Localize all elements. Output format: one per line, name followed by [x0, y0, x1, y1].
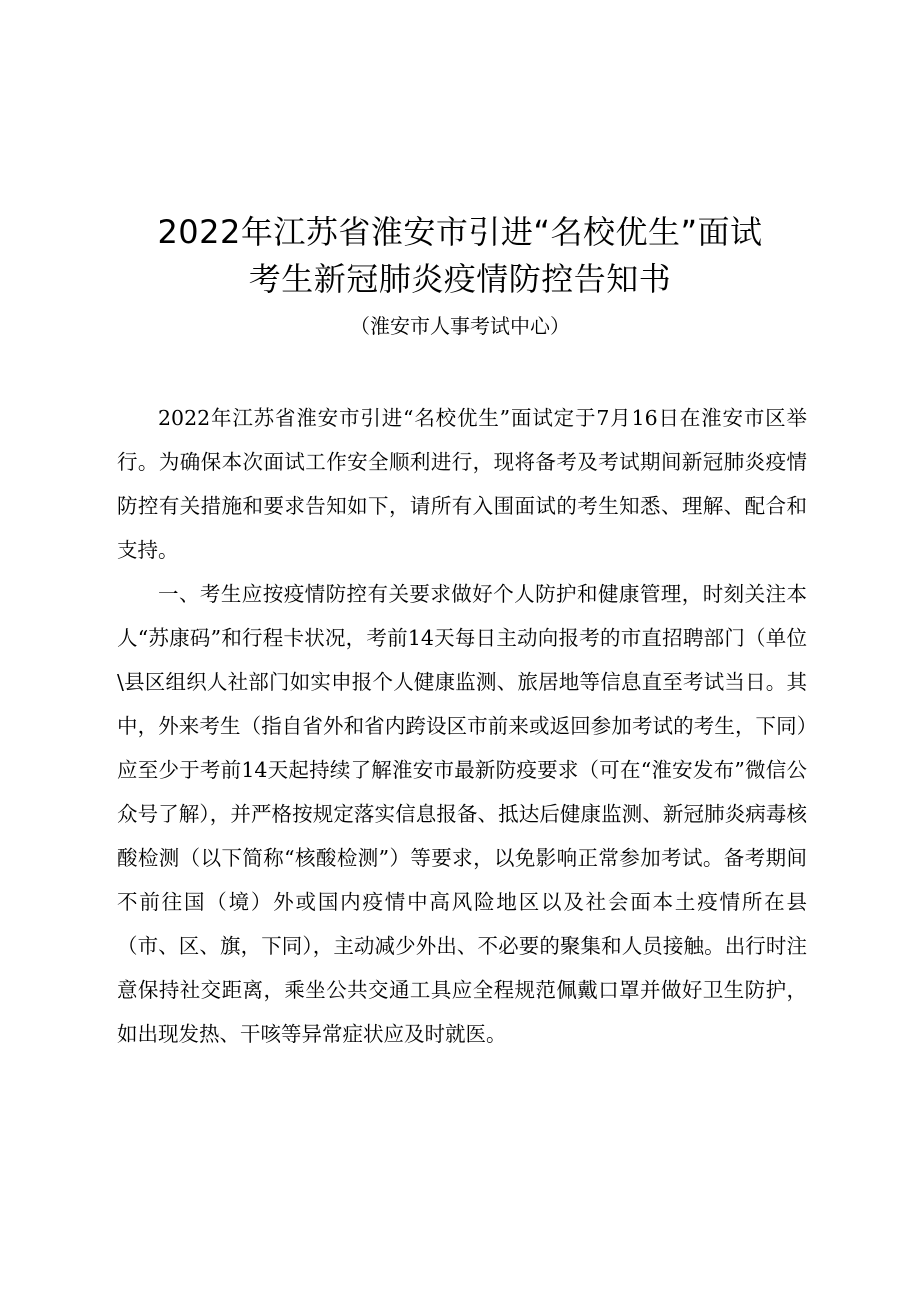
- document-title-line-1: 2022年江苏省淮安市引进“名校优生”面试: [157, 213, 763, 251]
- paragraph-section-1: 一、考生应按疫情防控有关要求做好个人防护和健康管理，时刻关注本人“苏康码”和行程卡状况，考前14天每日主动向报考的市直招聘部门（单位\县区组织人社部门如实申报个人健康监测、旅居地等信息直至考试当日。其中，外来考生（指自省外和省内跨设区市前来或返回参加考试的考生，下同）应至少于考前14天起持续了解淮安市最新防疫要求（可在“淮安发布”微信公众号了解），并严格按规定落实信息报备、抵达后健康监测、新冠肺炎病毒核酸检测（以下简称“核酸检测”）等要求，以免影响正常参加考试。备考期间不前往国（境）外或国内疫情中高风险地区以及社会面本土疫情所在县（市、区、旗，下同），主动减少外出、不必要的聚集和人员接触。出行时注意保持社交距离，乘坐公共交通工具应全程规范佩戴口罩并做好卫生防护，如出现发热、干咳等异常症状应及时就医。: [117, 582, 807, 1046]
- document-body: [117, 396, 807, 1056]
- paragraph-intro: 2022年江苏省淮安市引进“名校优生”面试定于7月16日在淮安市区举行。为确保本次面试工作安全顺利进行，现将备考及考试期间新冠肺炎疫情防控有关措施和要求告知如下，请所有入围面试的考生知悉、理解、配合和支持。: [117, 406, 807, 562]
- document-issuer: （淮安市人事考试中心）: [350, 314, 570, 338]
- document-title-line-2: 考生新冠肺炎疫情防控告知书: [248, 260, 672, 298]
